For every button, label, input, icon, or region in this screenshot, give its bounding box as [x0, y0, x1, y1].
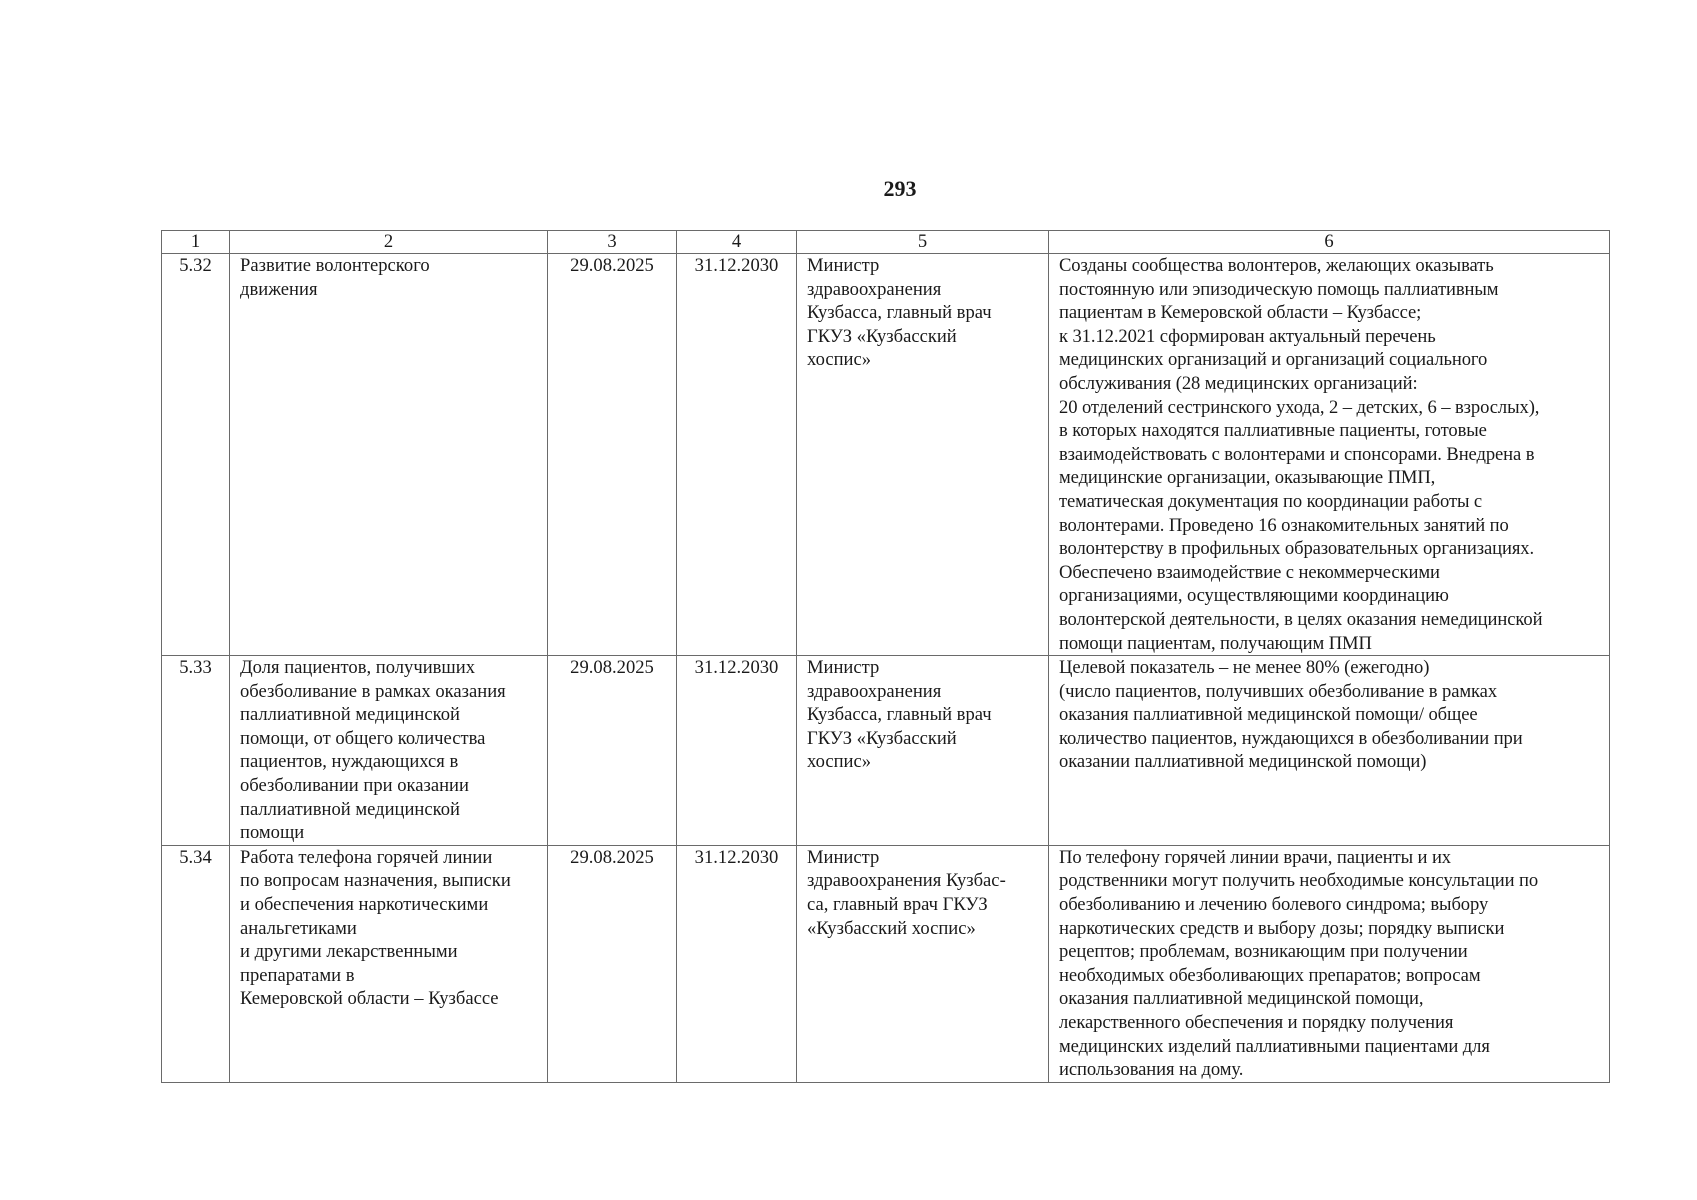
- column-header-4: 4: [677, 231, 797, 254]
- column-header-1: 1: [162, 231, 230, 254]
- column-header-5: 5: [797, 231, 1049, 254]
- expected-result: По телефону горячей линии врачи, пациенты и их родственники могут получить необходимые консультации по обезболиванию и лечению болевого синдрома; выбору наркотических средств и выбору дозы; порядку выписки рецептов; проблемам, возникающим при получении необходимых обезболивающих препаратов; вопросам оказания паллиативной медицинской помощи, лекарственного обеспечения и порядку получения медицинских изделий паллиативными пациентами для использования на дому.: [1049, 845, 1610, 1082]
- end-date: 31.12.2030: [677, 845, 797, 1082]
- page-number: 293: [883, 176, 917, 201]
- event-name: Работа телефона горячей линии по вопросам назначения, выписки и обеспечения наркотическими анальгетиками и другими лекарственными препаратами в Кемеровской области – Кузбассе: [230, 845, 548, 1082]
- expected-result: Целевой показатель – не менее 80% (ежегодно) (число пациентов, получивших обезболивание в рамках оказания паллиативной медицинской помощи/ общее количество пациентов, нуждающихся в обезболивании при оказании паллиативной медицинской помощи): [1049, 656, 1610, 846]
- event-name: Развитие волонтерского движения: [230, 254, 548, 656]
- end-date: 31.12.2030: [677, 254, 797, 656]
- table-row: [162, 656, 1610, 846]
- table-row: [162, 845, 1610, 1082]
- responsible-person: Министр здравоохранения Кузбасса, главный врач ГКУЗ «Кузбасский хоспис»: [797, 656, 1049, 846]
- responsible-person: Министр здравоохранения Кузбас- са, главный врач ГКУЗ «Кузбасский хоспис»: [797, 845, 1049, 1082]
- column-header-6: 6: [1049, 231, 1610, 254]
- measures-table: [161, 230, 1610, 1083]
- end-date: 31.12.2030: [677, 656, 797, 846]
- column-header-3: 3: [548, 231, 677, 254]
- start-date: 29.08.2025: [548, 845, 677, 1082]
- table-row: [162, 254, 1610, 656]
- responsible-person: Министр здравоохранения Кузбасса, главный врач ГКУЗ «Кузбасский хоспис»: [797, 254, 1049, 656]
- column-number-row: [162, 231, 1610, 254]
- event-name: Доля пациентов, получивших обезболивание в рамках оказания паллиативной медицинской помощи, от общего количества пациентов, нуждающихся в обезболивании при оказании паллиативной медицинской помощи: [230, 656, 548, 846]
- start-date: 29.08.2025: [548, 254, 677, 656]
- row-number: 5.33: [162, 656, 230, 846]
- start-date: 29.08.2025: [548, 656, 677, 846]
- row-number: 5.32: [162, 254, 230, 656]
- expected-result: Созданы сообщества волонтеров, желающих оказывать постоянную или эпизодическую помощь паллиативным пациентам в Кемеровской области – Кузбассе; к 31.12.2021 сформирован актуальный перечень медицинских организаций и организаций социального обслуживания (28 медицинских организаций: 20 отделений сестринского ухода, 2 – детских, 6 – взрослых), в которых находятся паллиативные пациенты, готовые взаимодействовать с волонтерами и спонсорами. Внедрена в медицинские организации, оказывающие ПМП, тематическая документация по координации работы с волонтерами. Проведено 16 ознакомительных занятий по волонтерству в профильных образовательных организациях. Обеспечено взаимодействие с некоммерческими организациями, осуществляющими координацию волонтерской деятельности, в целях оказания немедицинской помощи пациентам, получающим ПМП: [1049, 254, 1610, 656]
- row-number: 5.34: [162, 845, 230, 1082]
- column-header-2: 2: [230, 231, 548, 254]
